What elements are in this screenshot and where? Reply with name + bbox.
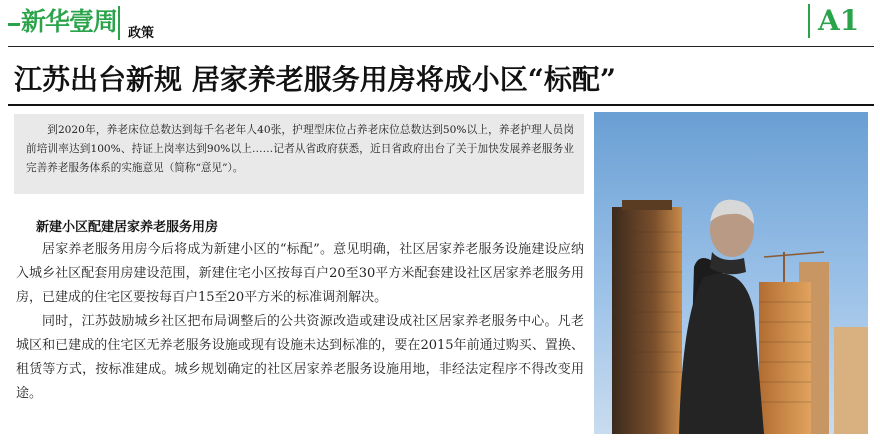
logo-dash-icon <box>8 23 20 26</box>
photo-tower-left <box>612 207 682 434</box>
photo-tower-left-top <box>622 200 672 210</box>
page-number-divider <box>808 4 810 38</box>
lead-paragraph: 到2020年，养老床位总数达到每千名老年人40张，护理型床位占养老床位总数达到50%以上，养老护理人员岗前培训率达到100%、持证上岗率达到90%以上……记者从省政府获悉，近日省政府出台了关于加快发展养老服务业完善养老服务体系的实施意见（简称“意见”）。 <box>14 114 584 194</box>
page-number: A1 <box>818 4 860 37</box>
logo-text: 新华壹周 <box>21 7 118 36</box>
headline: 江苏出台新规 居家养老服务用房将成小区“标配” <box>14 63 616 96</box>
newspaper-logo <box>8 4 117 38</box>
article-photo <box>594 112 868 434</box>
body-paragraph-1: 居家养老服务用房今后将成为新建小区的“标配”。意见明确，社区居家养老服务设施建设应纳入城乡社区配套用房建设范围，新建住宅小区按每百户20至30平方米配套建设社区居家养老服务用房，已建成的住宅区要按每百户15至20平方米的标准调剂解决。 <box>16 242 584 305</box>
masthead-rule <box>8 46 874 47</box>
logo-divider <box>118 6 120 40</box>
section-label: 政策 <box>128 26 155 41</box>
photo-building-right <box>834 327 868 434</box>
photo-tower-middle <box>759 282 811 434</box>
headline-rule <box>8 104 874 106</box>
masthead <box>0 0 880 48</box>
subheading: 新建小区配建居家养老服务用房 <box>36 220 219 235</box>
body-paragraph-2: 同时，江苏鼓励城乡社区把布局调整后的公共资源改造或建设成社区居家养老服务中心。凡老城区和已建成的住宅区无养老服务设施或现有设施未达到标准的，要在2015年前通过购买、置换、租赁等方式，按标准建成。城乡规划确定的社区居家养老服务设施用地，非经法定程序不得改变用途。 <box>16 314 584 401</box>
article-body <box>16 238 584 406</box>
